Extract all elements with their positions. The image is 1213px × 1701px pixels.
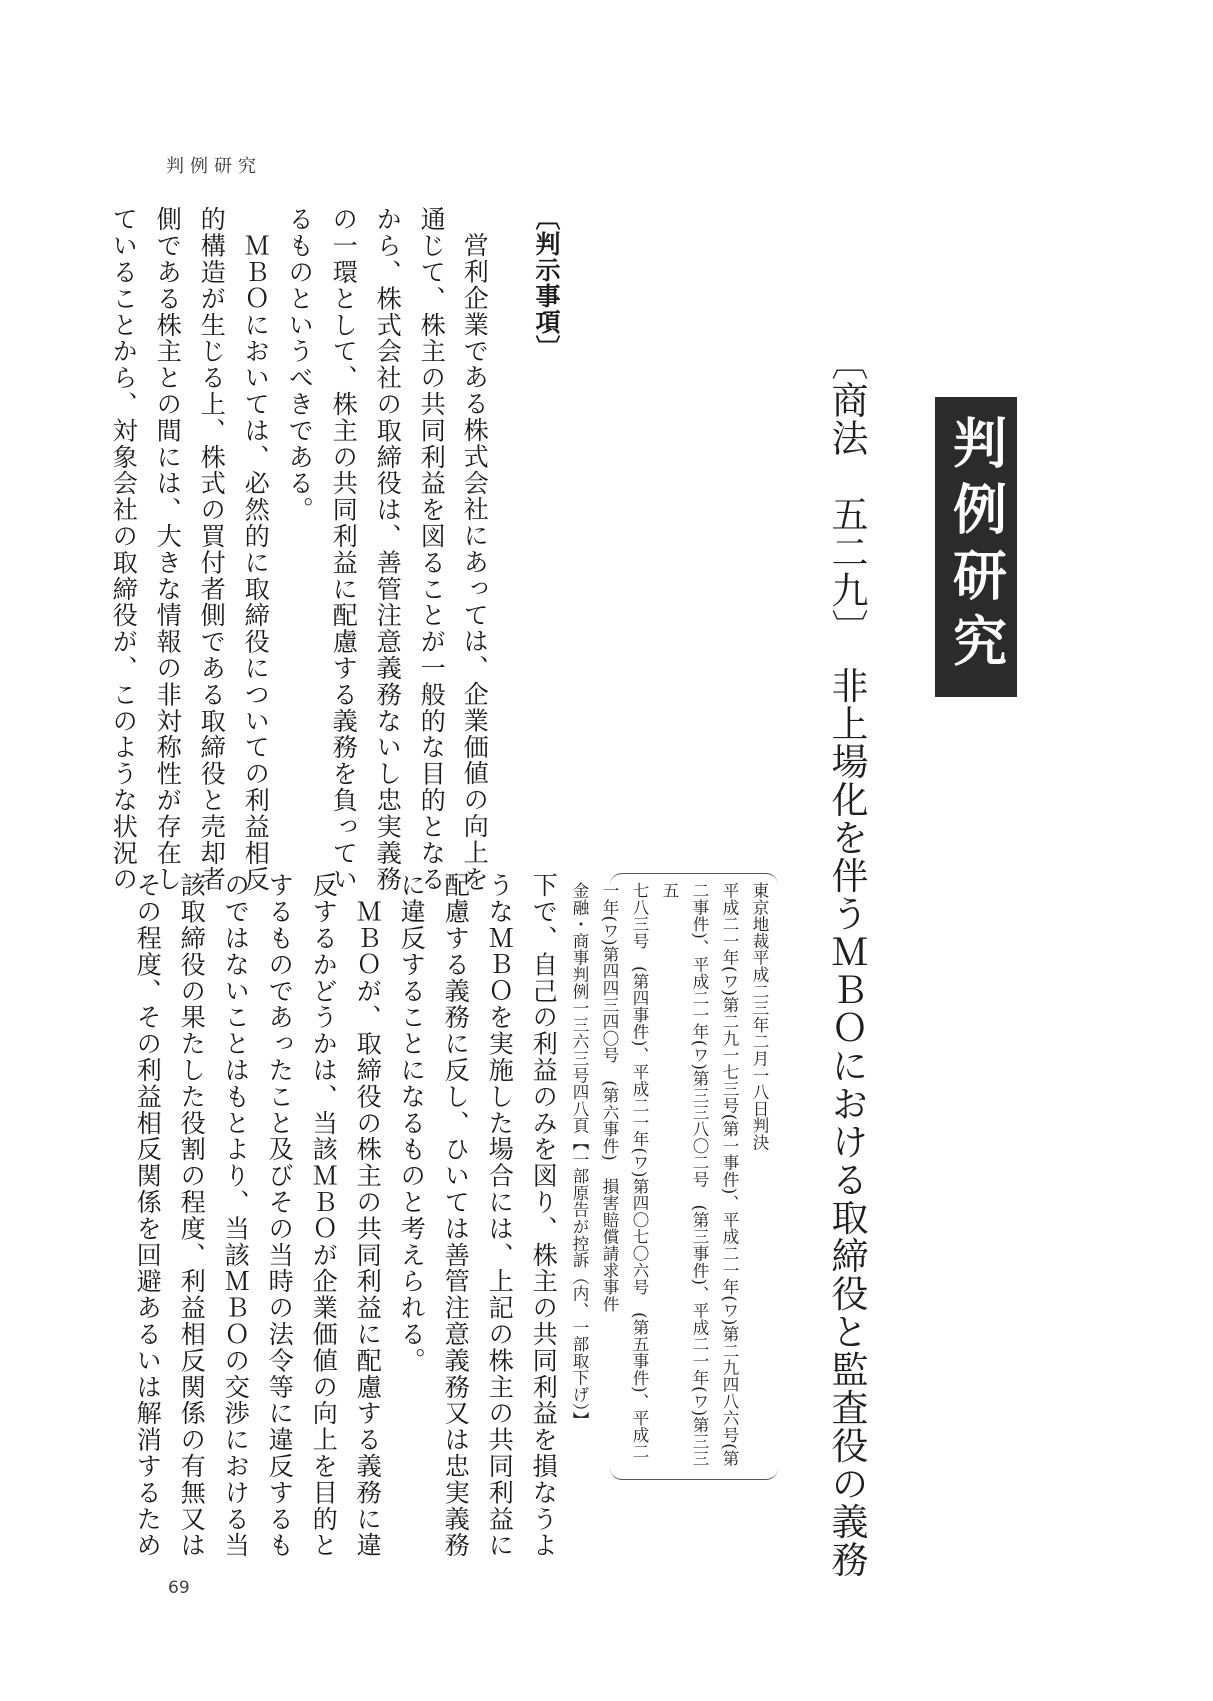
case-info-line: 七八三号 (第四事件)、平成二一年(ワ)第四〇七〇六号 (第五事件)、平成二 (630, 882, 649, 1461)
case-info-line: 東京地裁平成二三年二月一八日判決 (750, 882, 769, 1151)
page-number: 69 (168, 1578, 190, 1598)
holding-heading: 〔判示事項〕 (532, 205, 561, 361)
body-column: 的構造が生じる上、株式の買付者側である取締役と売却者 (197, 206, 227, 893)
body-column: ＭＢＯが、取締役の株主の共同利益に配慮する義務に違 (353, 872, 383, 1559)
body-column: 通じて、株主の共同利益を図ることが一般的な目的となる (417, 206, 447, 893)
body-column: のではないことはもとより、当該ＭＢＯの交渉における当 (221, 872, 251, 1559)
body-column: るものというべきである。 (285, 206, 315, 523)
article-title: 〔商法 五二九〕 非上場化を伴うＭＢＯにおける取締役と監査役の義務 (825, 343, 868, 1579)
body-column: 下で、自己の利益のみを図り、株主の共同利益を損なうよ (529, 872, 559, 1559)
body-column: に違反することになるものと考えられる。 (397, 872, 427, 1374)
body-column: 配慮する義務に反し、ひいては善管注意義務又は忠実義務 (441, 872, 471, 1559)
case-info-line: 金融・商事判例一三六三号四八頁【一部原告が控訴（内、一部取下げ）】 (570, 882, 589, 1429)
body-column: 営利企業である株式会社にあっては、企業価値の向上を (460, 232, 490, 892)
body-column: うなＭＢＯを実施した場合には、上記の株主の共同利益に (485, 872, 515, 1559)
body-column: 側である株主との間には、大きな情報の非対称性が存在し (153, 206, 183, 893)
running-header: 判例研究 (166, 156, 262, 177)
body-column: するものであったこと及びその当時の法令等に違反するも (265, 872, 295, 1559)
body-column: その程度、その利益相反関係を回避あるいは解消するため (133, 872, 163, 1559)
case-info-line: 一年(ワ)第四四三四〇号 (第六事件) 損害賠償請求事件 (600, 882, 619, 1313)
body-column: 該取締役の果たした役割の程度、利益相反関係の有無又は (177, 872, 207, 1559)
body-column: ＭＢＯにおいては、必然的に取締役についての利益相反 (241, 206, 271, 893)
case-citation (570, 873, 778, 1480)
case-info-line: 二事件)、平成二一年(ワ)第三三八〇二号 (第三事件)、平成二一年(ワ)第三三五 (660, 882, 709, 1467)
body-column: から、株式会社の取締役は、善管注意義務ないし忠実義務 (373, 206, 403, 893)
body-column: ていることから、対象会社の取締役が、このような状況の (109, 206, 139, 893)
body-column: 反するかどうかは、当該ＭＢＯが企業価値の向上を目的と (309, 872, 339, 1559)
section-label: 判例研究 (935, 397, 1017, 697)
body-column: の一環として、株主の共同利益に配慮する義務を負ってい (329, 206, 359, 893)
case-info-line: 平成二一年(ワ)第二九一七三号(第一事件)、平成二一年(ワ)第二九四八六号(第 (720, 882, 739, 1467)
